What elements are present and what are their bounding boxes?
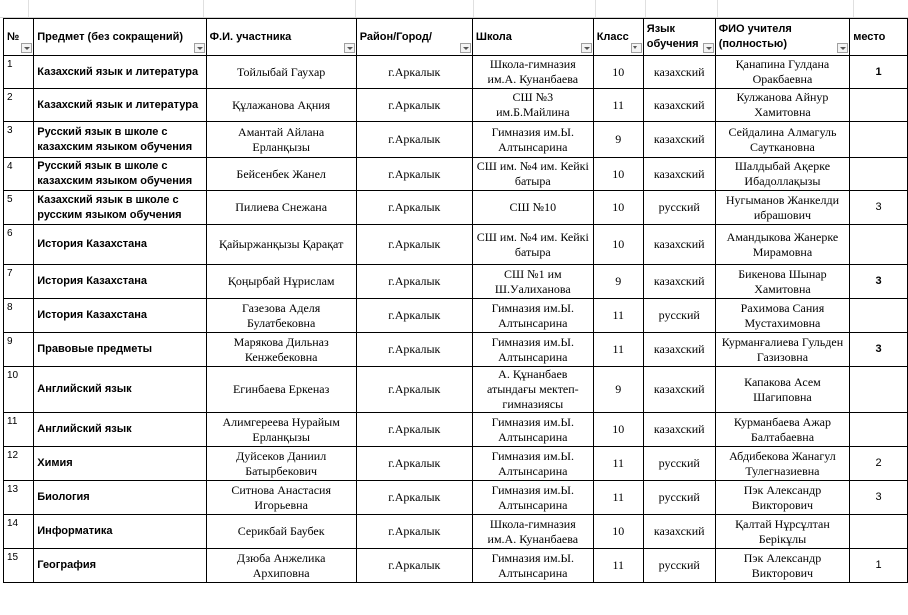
cell-participant[interactable]: Газезова Аделя Булатбековна <box>206 299 356 333</box>
cell-district[interactable]: г.Аркалык <box>356 413 472 447</box>
sort-filter-icon[interactable] <box>631 43 642 53</box>
cell-teacher[interactable]: Қалтай Нұрсұлтан Берікұлы <box>715 515 849 549</box>
table-row <box>4 191 908 225</box>
cell-district[interactable]: г.Аркалык <box>356 265 472 299</box>
cell-teacher[interactable]: Пэк Александр Викторович <box>715 481 849 515</box>
cell-subject[interactable]: Русский язык в школе с казахским языком обучения <box>34 158 206 191</box>
table-row <box>4 549 908 583</box>
cell-participant[interactable]: Ситнова Анастасия Игорьевна <box>206 481 356 515</box>
cell-participant[interactable]: Амантай Айлана Ерланқызы <box>206 122 356 158</box>
col-header-language[interactable] <box>643 19 715 56</box>
cell-grade[interactable]: 9 <box>593 122 643 158</box>
cell-num[interactable]: 13 <box>4 481 34 515</box>
cell-language[interactable]: казахский <box>643 122 715 158</box>
cell-school[interactable]: Гимназия им.Ы. Алтынсарина <box>472 333 593 367</box>
cell-district[interactable]: г.Аркалык <box>356 89 472 122</box>
cell-school[interactable]: СШ №10 <box>472 191 593 225</box>
cell-grade[interactable]: 11 <box>593 481 643 515</box>
filter-dropdown-icon[interactable] <box>21 43 32 53</box>
cell-subject[interactable]: История Казахстана <box>34 299 206 333</box>
cell-school[interactable]: СШ им. №4 им. Кейкі батыра <box>472 225 593 265</box>
cell-subject[interactable]: Биология <box>34 481 206 515</box>
cell-grade[interactable]: 11 <box>593 549 643 583</box>
filter-dropdown-icon[interactable] <box>194 43 205 53</box>
cell-grade[interactable]: 9 <box>593 265 643 299</box>
cell-num[interactable]: 3 <box>4 122 34 158</box>
cell-teacher[interactable]: Курманғалиева Гульден Газизовна <box>715 333 849 367</box>
cell-teacher[interactable]: Курманбаева Ажар Балтабаевна <box>715 413 849 447</box>
filter-dropdown-icon[interactable] <box>344 43 355 53</box>
cell-subject[interactable]: Правовые предметы <box>34 333 206 367</box>
cell-num[interactable]: 12 <box>4 447 34 481</box>
cell-place[interactable] <box>850 122 908 158</box>
col-header-language-label: Язык обучения <box>646 23 699 50</box>
col-header-district[interactable] <box>356 19 472 56</box>
cell-school[interactable]: Гимназия им.Ы. Алтынсарина <box>472 549 593 583</box>
cell-subject[interactable]: География <box>34 549 206 583</box>
cell-participant[interactable]: Дуйсеков Даниил Батырбекович <box>206 447 356 481</box>
cell-language[interactable]: казахский <box>643 265 715 299</box>
cell-place[interactable] <box>850 367 908 413</box>
cell-num[interactable]: 14 <box>4 515 34 549</box>
cell-subject[interactable]: Информатика <box>34 515 206 549</box>
cell-language[interactable]: русский <box>643 549 715 583</box>
cell-place[interactable]: 3 <box>850 265 908 299</box>
cell-language[interactable]: русский <box>643 191 715 225</box>
table-row <box>4 265 908 299</box>
cell-district[interactable]: г.Аркалык <box>356 333 472 367</box>
cell-num[interactable]: 7 <box>4 265 34 299</box>
cell-school[interactable]: Гимназия им.Ы. Алтынсарина <box>472 413 593 447</box>
cell-language[interactable]: казахский <box>643 89 715 122</box>
col-header-teacher[interactable] <box>715 19 849 56</box>
cell-subject[interactable]: Английский язык <box>34 367 206 413</box>
cell-grade[interactable]: 11 <box>593 299 643 333</box>
col-header-num[interactable] <box>4 19 34 56</box>
cell-grade[interactable]: 10 <box>593 158 643 191</box>
cell-school[interactable]: Гимназия им.Ы. Алтынсарина <box>472 447 593 481</box>
col-header-subject[interactable] <box>34 19 206 56</box>
cell-num[interactable]: 9 <box>4 333 34 367</box>
cell-place[interactable]: 3 <box>850 333 908 367</box>
cell-teacher[interactable]: Абдибекова Жанагул Тулегназиевна <box>715 447 849 481</box>
cell-place[interactable] <box>850 225 908 265</box>
cell-place[interactable] <box>850 515 908 549</box>
cell-participant[interactable]: Дзюба Анжелика Архиповна <box>206 549 356 583</box>
cell-district[interactable]: г.Аркалык <box>356 158 472 191</box>
col-header-grade-label: Класс <box>596 30 629 43</box>
col-header-participant[interactable] <box>206 19 356 56</box>
cell-language[interactable]: казахский <box>643 367 715 413</box>
cell-participant[interactable]: Алимгереева Нурайым Ерланқызы <box>206 413 356 447</box>
cell-school[interactable]: Гимназия им.Ы. Алтынсарина <box>472 299 593 333</box>
cell-teacher[interactable]: Капакова Асем Шагиповна <box>715 367 849 413</box>
cell-school[interactable]: Школа-гимназия им.А. Кунанбаева <box>472 56 593 89</box>
table-row <box>4 447 908 481</box>
cell-school[interactable]: СШ №3 им.Б.Майлина <box>472 89 593 122</box>
cell-place[interactable]: 3 <box>850 191 908 225</box>
cell-subject[interactable]: История Казахстана <box>34 265 206 299</box>
cell-grade[interactable]: 10 <box>593 191 643 225</box>
col-header-place[interactable] <box>850 19 908 56</box>
cell-place[interactable]: 2 <box>850 447 908 481</box>
table-row <box>4 56 908 89</box>
table-row <box>4 122 908 158</box>
cell-place[interactable]: 1 <box>850 56 908 89</box>
col-header-place-label: место <box>853 30 886 43</box>
cell-place[interactable] <box>850 413 908 447</box>
cell-subject[interactable]: История Казахстана <box>34 225 206 265</box>
col-header-district-label: Район/Город/ <box>359 30 432 43</box>
table-row <box>4 299 908 333</box>
cell-district[interactable]: г.Аркалык <box>356 515 472 549</box>
cell-participant[interactable]: Егинбаева Еркеназ <box>206 367 356 413</box>
cell-district[interactable]: г.Аркалык <box>356 191 472 225</box>
cell-teacher[interactable]: Рахимова Сания Мустахимовна <box>715 299 849 333</box>
cell-school[interactable]: Гимназия им.Ы. Алтынсарина <box>472 122 593 158</box>
cell-subject[interactable]: Химия <box>34 447 206 481</box>
cell-school[interactable]: Школа-гимназия им.А. Кунанбаева <box>472 515 593 549</box>
cell-teacher[interactable]: Сейдалина Алмагуль Сауткановна <box>715 122 849 158</box>
cell-district[interactable]: г.Аркалык <box>356 299 472 333</box>
cell-teacher[interactable]: Бикенова Шынар Хамитовна <box>715 265 849 299</box>
cell-participant[interactable]: Серикбай Баубек <box>206 515 356 549</box>
cell-language[interactable]: казахский <box>643 413 715 447</box>
cell-grade[interactable]: 9 <box>593 367 643 413</box>
table-row <box>4 89 908 122</box>
filter-dropdown-icon[interactable] <box>581 43 592 53</box>
cell-num[interactable]: 5 <box>4 191 34 225</box>
col-header-num-label: № <box>7 30 20 43</box>
cell-school[interactable]: СШ №1 им Ш.Уалиханова <box>472 265 593 299</box>
cell-num[interactable]: 6 <box>4 225 34 265</box>
cell-school[interactable]: Гимназия им.Ы. Алтынсарина <box>472 481 593 515</box>
cell-district[interactable]: г.Аркалык <box>356 56 472 89</box>
table-row <box>4 481 908 515</box>
table-row <box>4 158 908 191</box>
cell-place[interactable] <box>850 89 908 122</box>
cell-num[interactable]: 1 <box>4 56 34 89</box>
cell-grade[interactable]: 10 <box>593 56 643 89</box>
cell-subject[interactable]: Английский язык <box>34 413 206 447</box>
cell-teacher[interactable]: Қанапина Гулдана Оракбаевна <box>715 56 849 89</box>
cell-num[interactable]: 8 <box>4 299 34 333</box>
cell-grade[interactable]: 11 <box>593 447 643 481</box>
cell-participant[interactable]: Тойлыбай Гаухар <box>206 56 356 89</box>
cell-subject[interactable]: Казахский язык и литература <box>34 56 206 89</box>
col-header-grade[interactable] <box>593 19 643 56</box>
cell-num[interactable]: 4 <box>4 158 34 191</box>
cell-participant[interactable]: Пилиева Снежана <box>206 191 356 225</box>
cell-district[interactable]: г.Аркалык <box>356 549 472 583</box>
cell-teacher[interactable]: Амандыкова Жанерке Мирамовна <box>715 225 849 265</box>
cell-grade[interactable]: 11 <box>593 89 643 122</box>
cell-teacher[interactable]: Шалдыбай Ақерке Ибадоллақызы <box>715 158 849 191</box>
filter-dropdown-icon[interactable] <box>703 43 714 53</box>
cell-district[interactable]: г.Аркалык <box>356 447 472 481</box>
cell-participant[interactable]: Қоңырбай Нұрислам <box>206 265 356 299</box>
results-table <box>3 18 908 583</box>
cell-school[interactable]: А. Құнанбаев атындағы мектеп-гимназиясы <box>472 367 593 413</box>
header-row <box>4 19 908 56</box>
cell-participant[interactable]: Марякова Дильназ Кенжебековна <box>206 333 356 367</box>
cell-school[interactable]: СШ им. №4 им. Кейкі батыра <box>472 158 593 191</box>
cell-subject[interactable]: Русский язык в школе с казахским языком обучения <box>34 122 206 158</box>
cell-num[interactable]: 15 <box>4 549 34 583</box>
cell-language[interactable]: русский <box>643 481 715 515</box>
cell-num[interactable]: 2 <box>4 89 34 122</box>
cell-grade[interactable]: 11 <box>593 333 643 367</box>
cell-grade[interactable]: 10 <box>593 515 643 549</box>
table-row <box>4 333 908 367</box>
filter-dropdown-icon[interactable] <box>837 43 848 53</box>
table-body <box>4 56 908 583</box>
col-header-subject-label: Предмет (без сокращений) <box>37 30 184 43</box>
cell-subject[interactable]: Казахский язык в школе с русским языком обучения <box>34 191 206 225</box>
cell-grade[interactable]: 10 <box>593 413 643 447</box>
cell-district[interactable]: г.Аркалык <box>356 122 472 158</box>
cell-teacher[interactable]: Нугыманов Жанкелди ибрашович <box>715 191 849 225</box>
cell-language[interactable]: русский <box>643 447 715 481</box>
cell-teacher[interactable]: Пэк Александр Викторович <box>715 549 849 583</box>
cell-num[interactable]: 10 <box>4 367 34 413</box>
col-header-teacher-label: ФИО учителя (полностью) <box>718 23 792 50</box>
cell-teacher[interactable]: Кулжанова Айнур Хамитовна <box>715 89 849 122</box>
table-row <box>4 413 908 447</box>
cell-subject[interactable]: Казахский язык и литература <box>34 89 206 122</box>
cell-place[interactable] <box>850 299 908 333</box>
cell-language[interactable]: казахский <box>643 515 715 549</box>
cell-place[interactable]: 1 <box>850 549 908 583</box>
cell-participant[interactable]: Қайыржанқызы Қарақат <box>206 225 356 265</box>
cell-language[interactable]: казахский <box>643 225 715 265</box>
cell-place[interactable]: 3 <box>850 481 908 515</box>
col-header-school-label: Школа <box>475 30 512 43</box>
cell-num[interactable]: 11 <box>4 413 34 447</box>
cell-district[interactable]: г.Аркалык <box>356 225 472 265</box>
cell-language[interactable]: казахский <box>643 333 715 367</box>
cell-language[interactable]: казахский <box>643 56 715 89</box>
table-row <box>4 515 908 549</box>
cell-place[interactable] <box>850 158 908 191</box>
table-row <box>4 367 908 413</box>
cell-participant[interactable]: Бейсенбек Жанел <box>206 158 356 191</box>
cell-language[interactable]: казахский <box>643 158 715 191</box>
cell-district[interactable]: г.Аркалык <box>356 481 472 515</box>
col-header-participant-label: Ф.И. участника <box>209 30 292 43</box>
top-gridlines <box>0 0 908 18</box>
table-row <box>4 225 908 265</box>
cell-grade[interactable]: 10 <box>593 225 643 265</box>
cell-participant[interactable]: Құлажанова Ақния <box>206 89 356 122</box>
col-header-school[interactable] <box>472 19 593 56</box>
cell-language[interactable]: русский <box>643 299 715 333</box>
cell-district[interactable]: г.Аркалык <box>356 367 472 413</box>
filter-dropdown-icon[interactable] <box>460 43 471 53</box>
